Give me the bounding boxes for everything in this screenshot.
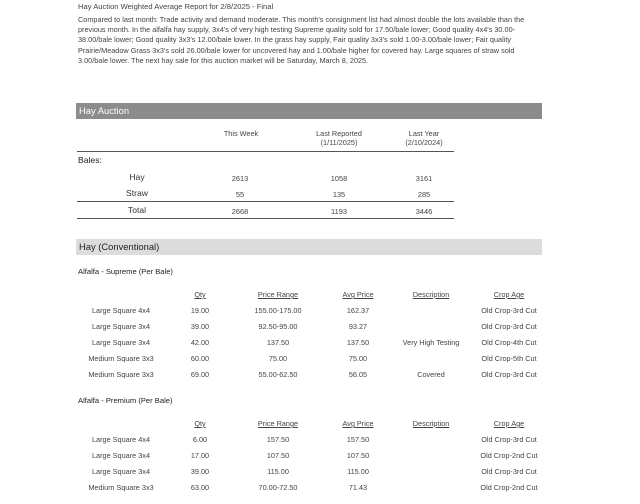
crop-age-value: Old Crop-4th Cut [481, 338, 537, 347]
col-crop-age: Crop Age [493, 290, 525, 299]
table-row [0, 435, 640, 451]
avg-price-value: 157.50 [346, 435, 370, 444]
price-range-value: 107.50 [266, 451, 290, 460]
table-row [0, 338, 640, 354]
header-divider [77, 151, 454, 152]
qty-value: 17.00 [190, 451, 210, 460]
crop-age-value: Old Crop-3rd Cut [481, 306, 537, 315]
price-range-value: 157.50 [266, 435, 290, 444]
qty-value: 39.00 [190, 322, 210, 331]
crop-age-value: Old Crop-2nd Cut [480, 451, 538, 460]
last-year-value: 285 [417, 190, 431, 199]
col-price-range: Price Range [257, 419, 299, 428]
bale-type: Large Square 4x4 [91, 306, 150, 315]
crop-age-value: Old Crop-3rd Cut [481, 435, 537, 444]
crop-age-value: Old Crop-5th Cut [481, 354, 537, 363]
bale-type: Medium Square 3x3 [88, 370, 154, 379]
this-week-value: 55 [235, 190, 245, 199]
this-week-value: 2613 [231, 174, 249, 183]
last-reported-value: 1058 [330, 174, 348, 183]
header-last-year: Last Year (2/10/2024) [405, 129, 443, 147]
product-title-alfalfa-supreme: Alfalfa - Supreme (Per Bale) [78, 267, 173, 276]
header-this-week: This Week [223, 129, 259, 138]
bale-type: Large Square 3x4 [91, 467, 150, 476]
price-range-value: 115.00 [267, 467, 289, 476]
description-value: Covered [417, 370, 445, 379]
bale-type: Large Square 3x4 [91, 322, 150, 331]
avg-price-value: 75.00 [348, 354, 368, 363]
col-avg-price: Avg Price [342, 419, 374, 428]
price-range-value: 92.50-95.00 [258, 322, 298, 331]
last-reported-value: 1193 [331, 207, 347, 216]
qty-value: 39.00 [190, 467, 210, 476]
price-range-value: 137.50 [266, 338, 290, 347]
bale-type: Medium Square 3x3 [88, 483, 154, 492]
avg-price-value: 115.00 [347, 467, 369, 476]
price-range-value: 55.00-62.50 [258, 370, 298, 379]
hay-conventional-section-header: Hay (Conventional) [76, 239, 542, 255]
qty-value: 60.00 [190, 354, 210, 363]
col-avg-price: Avg Price [342, 290, 374, 299]
table-row [0, 451, 640, 467]
col-description: Description [412, 419, 450, 428]
avg-price-value: 107.50 [346, 451, 370, 460]
crop-age-value: Old Crop-3rd Cut [481, 467, 537, 476]
table-bottom-rule [77, 218, 454, 219]
qty-value: 63.00 [190, 483, 210, 492]
report-title: Hay Auction Weighted Average Report for 2/8/2025 - Final [78, 2, 274, 11]
table-row [0, 483, 640, 499]
crop-age-value: Old Crop-3rd Cut [481, 370, 537, 379]
col-price-range: Price Range [257, 290, 299, 299]
summary-row-hay [77, 170, 454, 186]
table-row [0, 370, 640, 386]
bale-type: Large Square 3x4 [91, 451, 150, 460]
summary-row-straw [77, 186, 454, 202]
this-week-value: 2668 [231, 207, 249, 216]
price-range-value: 155.00-175.00 [254, 306, 302, 315]
product-title-alfalfa-premium: Alfalfa - Premium (Per Bale) [78, 396, 173, 405]
col-qty: Qty [194, 290, 206, 299]
header-last-reported: Last Reported (1/11/2025) [316, 129, 362, 147]
table-row [0, 354, 640, 370]
qty-value: 69.00 [190, 370, 210, 379]
col-crop-age: Crop Age [493, 419, 525, 428]
avg-price-value: 56.05 [348, 370, 368, 379]
description-value: Very High Testing [402, 338, 460, 347]
row-label: Total [127, 205, 147, 215]
market-summary-paragraph: Compared to last month: Trade activity and demand moderate. This month's consignment list had almost double the lots available than the previous month. In the alfalfa hay supply, 3x4's of very high testing Supreme quality sold for 17.50/bale lower; Good quality 4x4's 30.00-38.00/bale lower; Good quality 3x3's 12.00/bale lower. In the grass hay supply, Fair quality 3x3's sold 1.00-3.00/bale lower; Fair quality Prairie/Meadow Grass 3x3's sold 26.00/bale lower for uncovered hay and 1.00/bale higher for covered hay. Large squares of straw sold 3.00/bale lower. The next hay sale for this auction market will be Saturday, March 8, 2025. [78, 15, 525, 65]
table-row [0, 467, 640, 483]
last-reported-value: 135 [332, 190, 346, 199]
row-label: Hay [129, 172, 145, 182]
price-range-value: 70.00-72.50 [258, 483, 298, 492]
avg-price-value: 93.27 [348, 322, 368, 331]
summary-row-total [77, 203, 454, 219]
last-year-value: 3161 [415, 174, 433, 183]
crop-age-value: Old Crop-3rd Cut [481, 322, 537, 331]
price-range-value: 75.00 [268, 354, 288, 363]
qty-value: 6.00 [192, 435, 208, 444]
table-row [0, 306, 640, 322]
col-qty: Qty [194, 419, 206, 428]
bale-type: Large Square 4x4 [91, 435, 150, 444]
total-divider [77, 201, 454, 202]
qty-value: 42.00 [190, 338, 210, 347]
avg-price-value: 137.50 [346, 338, 370, 347]
bales-label: Bales: [78, 155, 102, 165]
bale-type: Large Square 3x4 [91, 338, 150, 347]
qty-value: 19.00 [190, 306, 210, 315]
table-row [0, 322, 640, 338]
last-year-value: 3446 [415, 207, 433, 216]
col-description: Description [412, 290, 450, 299]
bale-type: Medium Square 3x3 [88, 354, 154, 363]
avg-price-value: 71.43 [348, 483, 368, 492]
avg-price-value: 162.37 [346, 306, 370, 315]
hay-auction-section-header: Hay Auction [76, 103, 542, 119]
row-label: Straw [126, 188, 148, 198]
crop-age-value: Old Crop-2nd Cut [480, 483, 538, 492]
